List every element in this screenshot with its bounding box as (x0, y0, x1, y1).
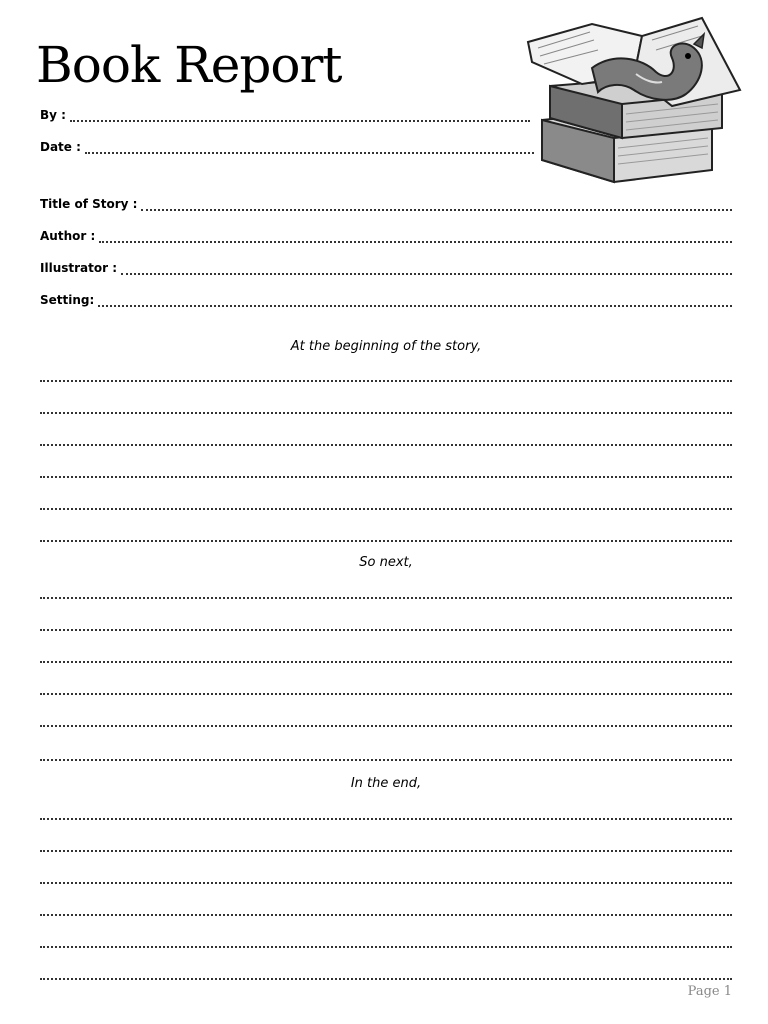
books-dragon-illustration (522, 10, 746, 190)
writing-line[interactable] (40, 914, 732, 916)
date-field[interactable] (40, 134, 534, 154)
by-line[interactable] (70, 108, 530, 122)
title-of-story-field[interactable] (40, 191, 732, 211)
title-of-story-label: Title of Story : (40, 197, 138, 211)
setting-label: Setting: (40, 293, 95, 307)
prompt-beginning: At the beginning of the story, (290, 339, 482, 354)
writing-line[interactable] (40, 882, 732, 884)
writing-line[interactable] (40, 759, 732, 761)
writing-line[interactable] (40, 850, 732, 852)
by-label: By : (40, 108, 66, 122)
writing-line[interactable] (40, 661, 732, 663)
prompt-next: So next, (359, 555, 413, 570)
illustrator-label: Illustrator : (40, 261, 118, 275)
page-number: Page 1 (687, 984, 732, 999)
author-field[interactable] (40, 223, 732, 243)
writing-line[interactable] (40, 444, 732, 446)
writing-line[interactable] (40, 540, 732, 542)
prompt-end: In the end, (350, 776, 422, 791)
writing-line[interactable] (40, 597, 732, 599)
writing-line[interactable] (40, 978, 732, 980)
setting-field[interactable] (40, 287, 732, 307)
illustrator-field[interactable] (40, 255, 732, 275)
writing-line[interactable] (40, 476, 732, 478)
illustrator-line[interactable] (121, 261, 732, 275)
setting-line[interactable] (98, 293, 732, 307)
date-label: Date : (40, 140, 81, 154)
title-of-story-line[interactable] (141, 197, 732, 211)
writing-line[interactable] (40, 693, 732, 695)
page-title: Book Report (36, 36, 342, 94)
writing-line[interactable] (40, 946, 732, 948)
author-line[interactable] (99, 229, 732, 243)
writing-line[interactable] (40, 412, 732, 414)
author-label: Author : (40, 229, 96, 243)
writing-line[interactable] (40, 725, 732, 727)
writing-line[interactable] (40, 508, 732, 510)
writing-line[interactable] (40, 818, 732, 820)
by-field[interactable] (40, 102, 530, 122)
writing-line[interactable] (40, 380, 732, 382)
date-line[interactable] (85, 140, 534, 154)
writing-line[interactable] (40, 629, 732, 631)
